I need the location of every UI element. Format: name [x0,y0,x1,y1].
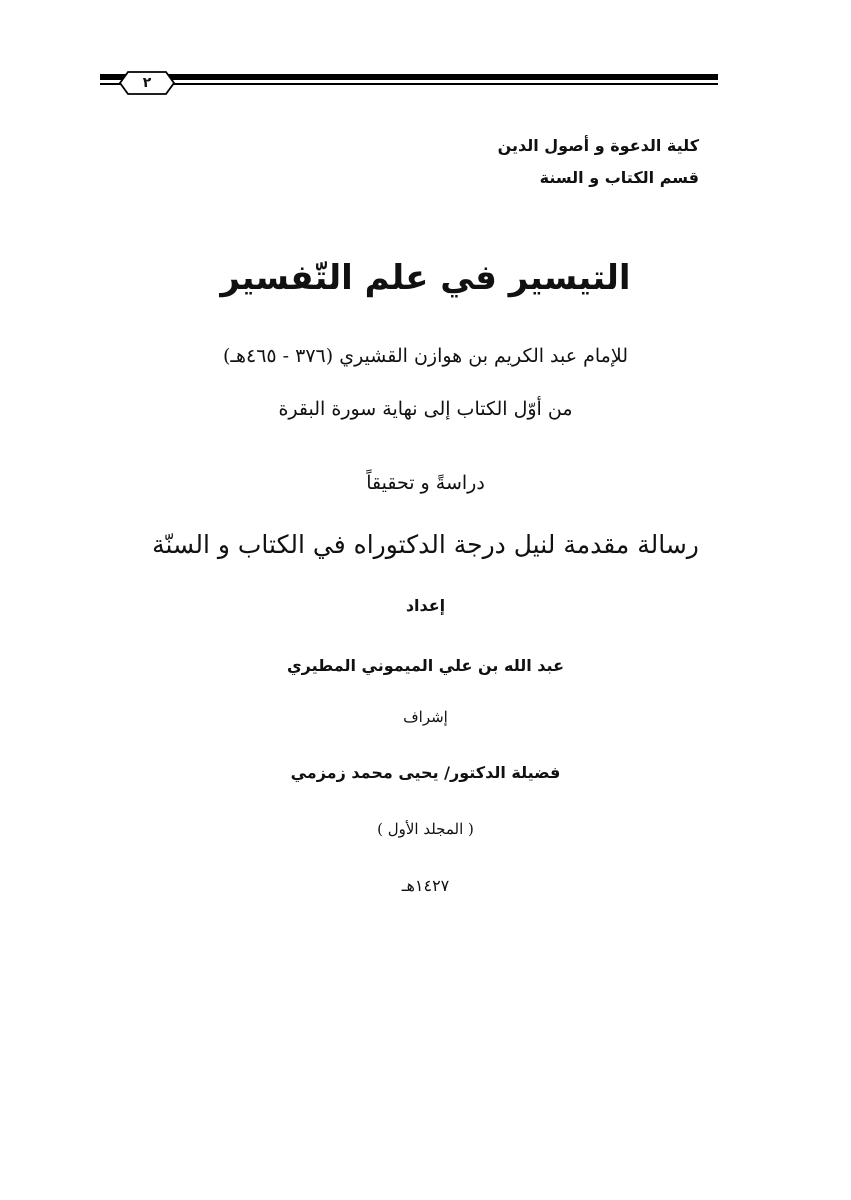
college-name: كلية الدعوة و أصول الدين [497,136,699,155]
header-rule [100,74,718,88]
supervisor-name: فضيلة الدكتور/ يحيى محمد زمزمي [290,763,561,782]
volume-label: ( المجلد الأول ) [377,820,474,838]
hijri-year: ١٤٢٧هـ [401,876,450,895]
prepared-by-label: إعداد [405,596,446,615]
scope-line: من أوّل الكتاب إلى نهاية سورة البقرة [278,398,573,420]
author-line: للإمام عبد الكريم بن هوازن القشيري (٣٧٦ - ٤٦٥هـ) [223,345,628,367]
page-number-badge [118,70,176,96]
researcher-name: عبد الله بن علي الميموني المطيري [287,656,564,675]
institution-block [498,130,699,194]
supervision-label: إشراف [403,708,448,726]
thesis-statement: رسالة مقدمة لنيل درجة الدكتوراه في الكتاب و السنّة [152,530,699,559]
header-rule-thick-line [100,74,718,80]
book-title: التيسير في علم التّفسير [220,258,631,298]
study-line: دراسةً و تحقيقاً [366,472,485,494]
page-number: ٢ [142,75,152,91]
department-name: قسم الكتاب و السنة [539,168,699,187]
header-rule-thin-line [100,83,718,85]
